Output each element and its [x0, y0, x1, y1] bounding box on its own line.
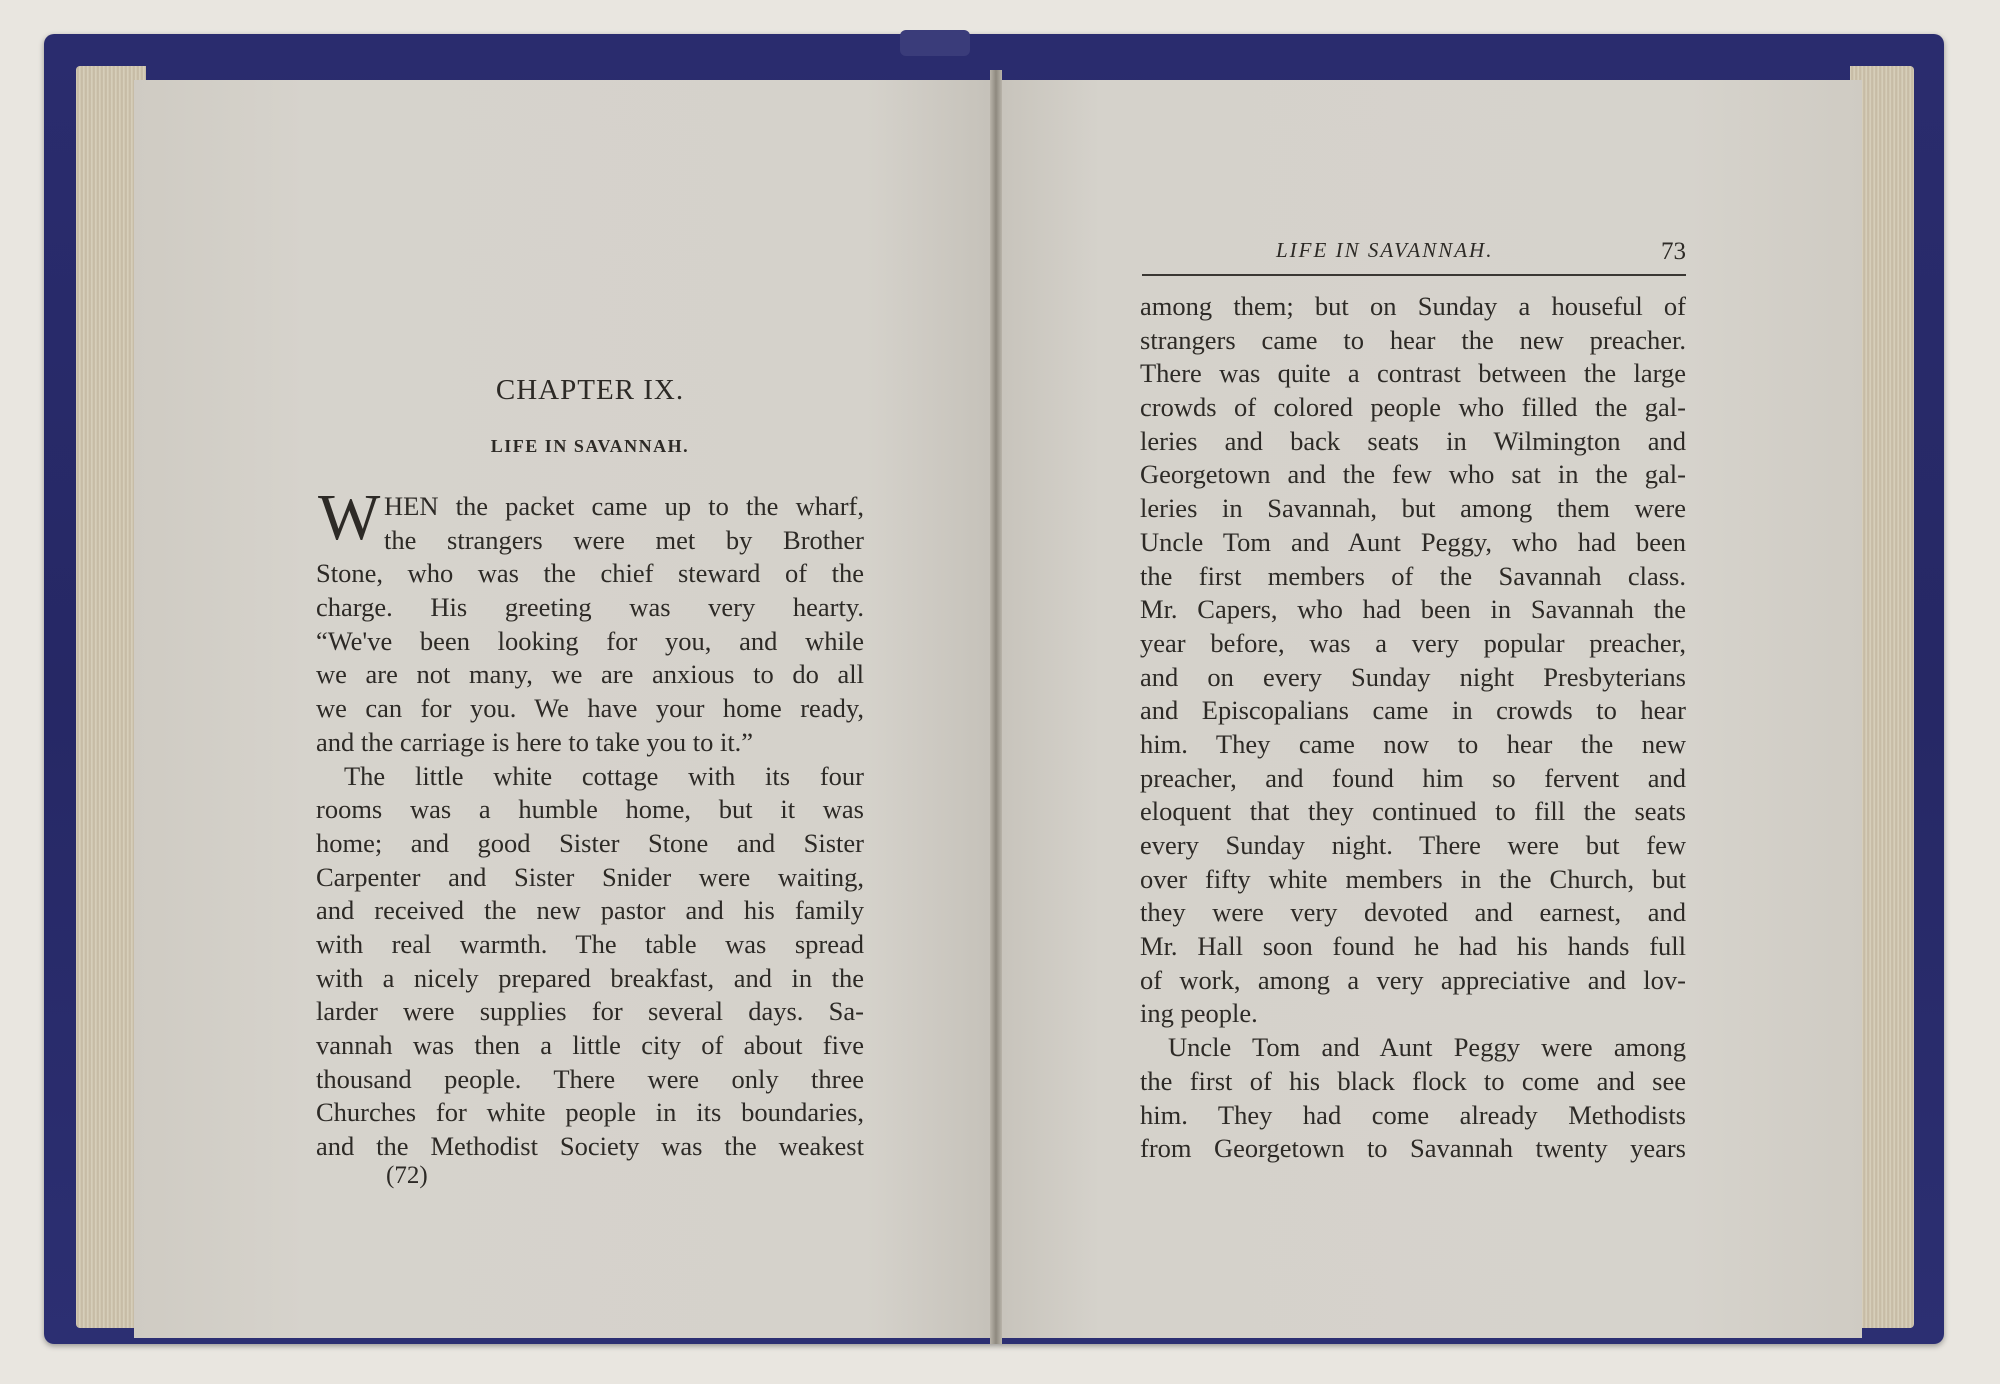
page-number-right: 73	[1661, 238, 1686, 265]
text-line: charge. His greeting was very hearty.	[316, 592, 864, 623]
text-line: we can for you. We have your home ready,	[316, 693, 864, 724]
text-line: Uncle Tom and Aunt Peggy, who had been	[1140, 526, 1686, 557]
page-number-left: (72)	[386, 1162, 428, 1189]
text-line: Georgetown and the few who sat in the gal-	[1140, 459, 1686, 490]
library-stamp	[1864, 420, 1886, 980]
text-line: home; and good Sister Stone and Sister	[316, 827, 864, 858]
text-line: with a nicely prepared breakfast, and in the	[316, 962, 864, 993]
text-line: of work, among a very appreciative and lov-	[1140, 964, 1686, 995]
text-line: Uncle Tom and Aunt Peggy were among	[1168, 1032, 1686, 1063]
text-line: “We've been looking for you, and while	[316, 625, 864, 656]
text-line: they were very devoted and earnest, and	[1140, 897, 1686, 928]
book-gutter	[990, 70, 1002, 1344]
text-line: Stone, who was the chief steward of the	[316, 558, 864, 589]
text-line: and received the new pastor and his family	[316, 895, 864, 926]
text-line: eloquent that they continued to fill the seats	[1140, 796, 1686, 827]
text-line: strangers came to hear the new preacher.	[1140, 324, 1686, 355]
text-line: leries in Savannah, but among them were	[1140, 493, 1686, 524]
text-line: we are not many, we are anxious to do all	[316, 659, 864, 690]
drop-cap: W	[318, 481, 381, 554]
text-line: over fifty white members in the Church, but	[1140, 863, 1686, 894]
text-line: Mr. Hall soon found he had his hands full	[1140, 931, 1686, 962]
running-header	[1142, 238, 1686, 276]
text-line: year before, was a very popular preacher,	[1140, 627, 1686, 658]
running-title: LIFE IN SAVANNAH.	[1276, 238, 1494, 262]
text-line: Churches for white people in its boundaries,	[316, 1097, 864, 1128]
text-line: every Sunday night. There were but few	[1140, 830, 1686, 860]
text-line: crowds of colored people who filled the gal-	[1140, 392, 1686, 423]
text-line: among them; but on Sunday a houseful of	[1140, 291, 1686, 321]
text-line: ing people.	[1140, 998, 1258, 1029]
text-line: and Episcopalians came in crowds to hear	[1140, 695, 1686, 726]
text-line: leries and back seats in Wilmington and	[1140, 425, 1686, 456]
text-line: and on every Sunday night Presbyterians	[1140, 661, 1686, 692]
text-line: preacher, and found him so fervent and	[1140, 762, 1686, 793]
text-line: him. They came now to hear the new	[1140, 728, 1686, 759]
right-body-text	[1140, 290, 1686, 1166]
text-line: vannah was then a little city of about five	[316, 1030, 864, 1060]
text-line: There was quite a contrast between the large	[1140, 358, 1686, 389]
text-line: thousand people. There were only three	[316, 1063, 864, 1094]
text-line: with real warmth. The table was spread	[316, 928, 864, 959]
left-body-text	[316, 481, 864, 1164]
text-line: Mr. Capers, who had been in Savannah the	[1140, 594, 1686, 625]
chapter-subtitle: LIFE IN SAVANNAH.	[490, 436, 690, 456]
text-line: the first members of the Savannah class.	[1140, 560, 1686, 591]
text-line: HEN the packet came up to the wharf,	[384, 491, 864, 521]
text-line: and the carriage is here to take you to it.”	[316, 726, 754, 757]
text-line: Carpenter and Sister Snider were waiting,	[316, 861, 864, 892]
chapter-title: CHAPTER IX.	[495, 374, 685, 406]
text-line: from Georgetown to Savannah twenty years	[1140, 1133, 1686, 1164]
text-line: larder were supplies for several days. Sa-	[316, 996, 864, 1027]
text-line: and the Methodist Society was the weakest	[316, 1131, 864, 1162]
text-line: the first of his black flock to come and see	[1140, 1065, 1686, 1096]
spine-wear	[900, 30, 970, 56]
text-line: rooms was a humble home, but it was	[316, 794, 864, 825]
text-line: the strangers were met by Brother	[384, 524, 864, 555]
text-line: him. They had come already Methodists	[1140, 1099, 1686, 1130]
text-line: The little white cottage with its four	[344, 760, 864, 791]
